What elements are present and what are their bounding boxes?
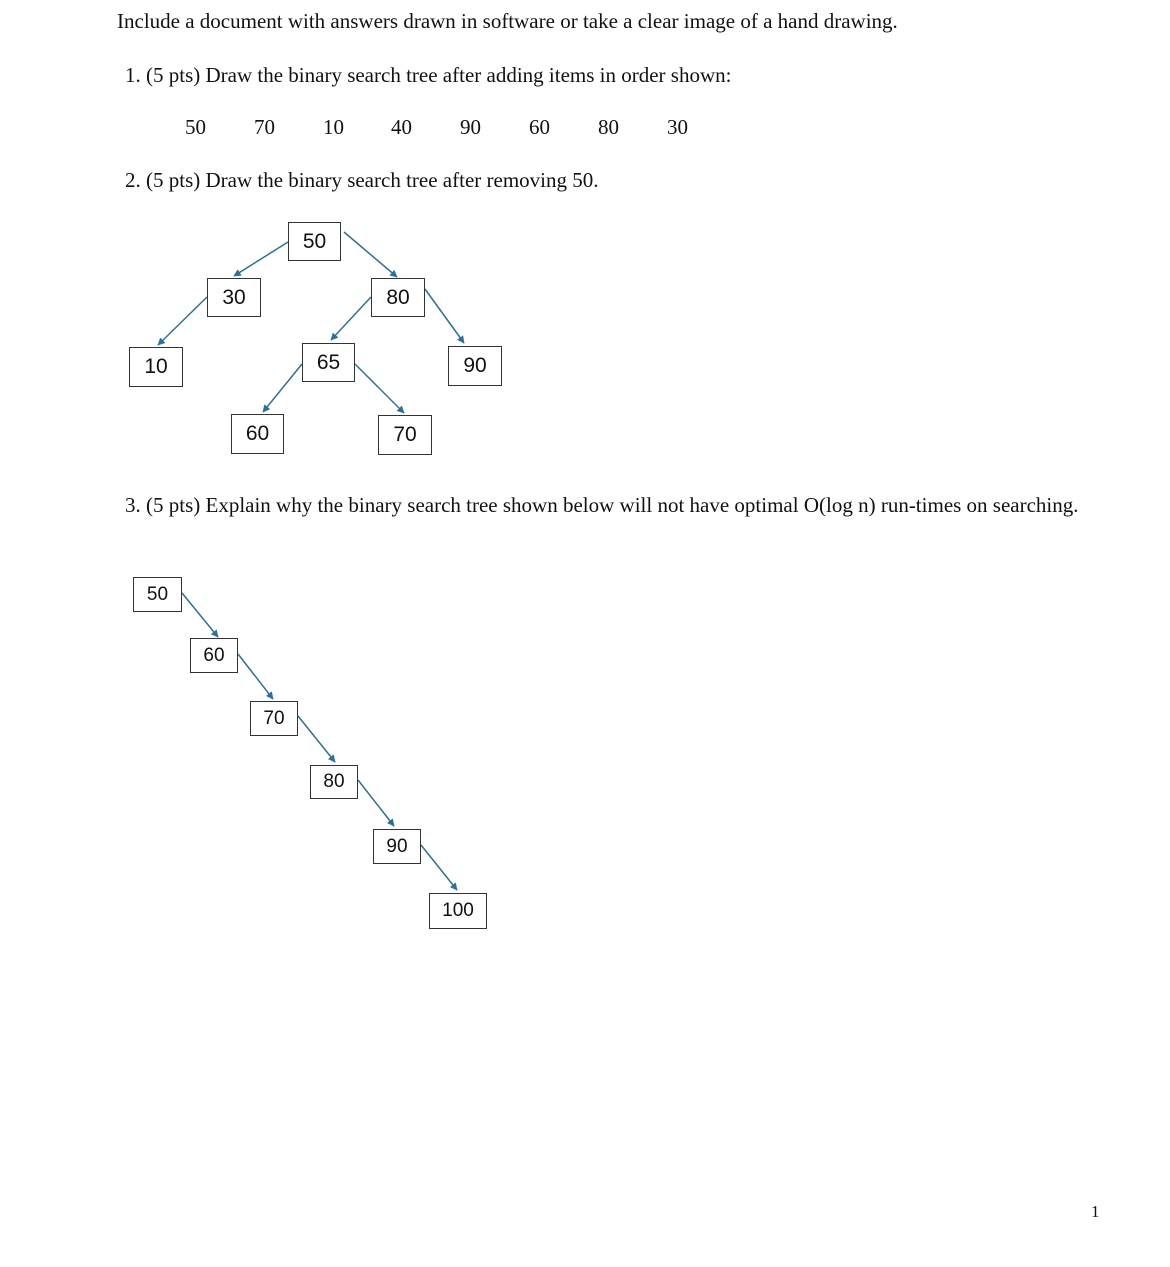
skewed-node-60: 60 <box>190 638 238 673</box>
tree-node-30: 30 <box>207 278 261 317</box>
sequence-item: 40 <box>391 115 412 139</box>
page-number: 1 <box>1091 1202 1100 1221</box>
sequence-item: 70 <box>254 115 275 139</box>
sequence-item: 90 <box>460 115 481 139</box>
edge-70-80 <box>298 716 335 762</box>
edge-80-90 <box>425 289 464 343</box>
question-1-text: 1. (5 pts) Draw the binary search tree after adding items in order shown: <box>125 63 732 87</box>
edge-50-60 <box>182 593 218 637</box>
tree-node-70: 70 <box>378 415 432 455</box>
tree-node-60: 60 <box>231 414 284 454</box>
sequence-item: 80 <box>598 115 619 139</box>
edge-50-30 <box>234 242 288 276</box>
sequence-item: 10 <box>323 115 344 139</box>
sequence-item: 50 <box>185 115 206 139</box>
skewed-node-100: 100 <box>429 893 487 929</box>
skewed-node-50: 50 <box>133 577 182 612</box>
edge-90-100 <box>421 845 457 890</box>
question-3-text: 3. (5 pts) Explain why the binary search tree shown below will not have optimal O(log n) run-times on searching. <box>125 493 1079 517</box>
edge-65-60 <box>263 364 302 412</box>
edge-80-90 <box>358 780 394 826</box>
sequence-item: 60 <box>529 115 550 139</box>
tree-node-90: 90 <box>448 346 502 386</box>
edge-80-65 <box>331 297 371 340</box>
tree-node-80: 80 <box>371 278 425 317</box>
tree-node-50: 50 <box>288 222 341 261</box>
sequence-item: 30 <box>667 115 688 139</box>
tree-node-10: 10 <box>129 347 183 387</box>
skewed-node-80: 80 <box>310 765 358 799</box>
edge-50-80 <box>344 232 397 277</box>
question-2-text: 2. (5 pts) Draw the binary search tree after removing 50. <box>125 168 599 192</box>
tree-node-65: 65 <box>302 343 355 382</box>
skewed-node-90: 90 <box>373 829 421 864</box>
skewed-node-70: 70 <box>250 701 298 736</box>
edge-60-70 <box>238 654 273 699</box>
instructions-text: Include a document with answers drawn in software or take a clear image of a hand drawing. <box>117 9 898 33</box>
edge-65-70 <box>355 364 404 413</box>
edge-30-10 <box>158 297 207 345</box>
